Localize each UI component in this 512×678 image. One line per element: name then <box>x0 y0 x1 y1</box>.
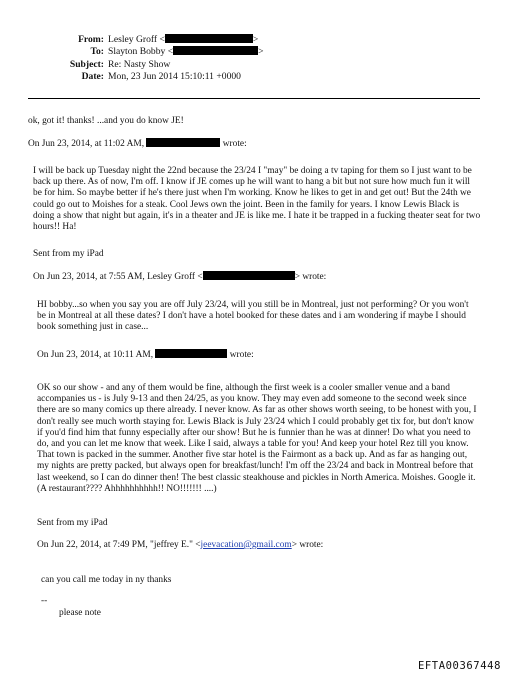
date-value: Mon, 23 Jun 2014 15:10:11 +0000 <box>108 70 241 82</box>
quote-3-header <box>37 349 479 361</box>
subject-label: Subject: <box>69 58 104 70</box>
header-from-row <box>0 34 512 46</box>
to-name: Slayton Bobby < <box>108 46 174 58</box>
quote-4-text: can you call me today in ny thanks <box>41 575 172 585</box>
quote-3-header-post: wrote: <box>229 350 254 360</box>
header-subject-row <box>0 59 512 71</box>
quote-4-header <box>37 540 479 551</box>
to-close: > <box>258 46 264 58</box>
quote-1-text: I will be back up Tuesday night the 22nd because the 23/24 I "may" be doing a tv taping for them so I just want to be back up there. As of now, I'm off. I know if JE comes up he will want to hang a bit but not sure how much fun it will be for him. So maybe better if he's there just when I'm working. Know he likes to get in and get out! But the 24th we could go out to Moishes for a steak. Cool Jews own the joint. Been in the family for years. I know Lewis Black is doing a show that night but again, it's in a theater and JE is like me. I hate it be trapped in a fucking theater seat for two hours!! Ha! <box>33 166 481 233</box>
redaction-box <box>173 46 258 55</box>
email-header <box>0 34 512 83</box>
redaction-box <box>146 138 220 147</box>
quote-1-header-pre: On Jun 23, 2014, at 11:02 AM, <box>28 139 145 149</box>
please-note: please note <box>59 608 101 618</box>
subject-value: Re: Nasty Show <box>108 58 171 70</box>
to-value <box>108 46 264 57</box>
signature-dash: -- <box>41 596 48 606</box>
quote-4-header-pre: On Jun 22, 2014, at 7:49 PM, "jeffrey E." < <box>37 540 201 550</box>
from-label: From: <box>78 34 104 45</box>
quote-2-header <box>33 271 481 283</box>
from-name: Lesley Groff < <box>108 34 165 45</box>
quote-1-header <box>28 138 490 150</box>
bates-number: EFTA00367448 <box>417 659 501 672</box>
redaction-box <box>203 271 295 280</box>
quote-4-header-post: > wrote: <box>291 540 324 550</box>
email-link[interactable]: jeevacation@gmail.com <box>200 540 292 550</box>
quote-2-header-post: > wrote: <box>294 272 327 282</box>
redaction-box <box>165 34 253 43</box>
sent-from-ipad-1: Sent from my iPad <box>33 249 104 259</box>
header-to-row <box>0 46 512 58</box>
header-divider <box>28 98 480 99</box>
date-label: Date: <box>81 70 104 82</box>
quote-1-header-post: wrote: <box>222 139 247 149</box>
redaction-box <box>155 349 227 358</box>
reply-text: ok, got it! thanks! ...and you do know JE! <box>28 116 184 126</box>
to-label: To: <box>90 46 104 58</box>
quote-2-header-pre: On Jun 23, 2014, at 7:55 AM, Lesley Groff < <box>33 272 203 282</box>
quote-3-header-pre: On Jun 23, 2014, at 10:11 AM, <box>37 350 154 360</box>
quote-2-text: HI bobby...so when you say you are off July 23/24, will you still be in Montreal, just not performing? Or you won't be in Montreal at all these dates? I don't have a hotel booked for these dates and i am wondering if maybe I should book something just in case... <box>37 300 469 333</box>
quote-3-text: OK so our show - and any of them would be fine, although the first week is a cooler smaller venue and a band accompanies us - is July 9-13 and then 24/25, as you know. They may even add someone to the second week since there are so many comics up there already. I never know. As far as other shows worth seeing, to be honest with you, I don't really see much worth staying for. Lewis Black is July 23/24 which I could probably get tix for, but don't know if you'd find him that funny especially after our show! But he is funnier than he was at dinner! Do what you need to do, and you can let me know that week. Like I said, always a table for you! And keep your hotel Rez till you know. That town is packed in the summer. Another five star hotel is the Fairmont as a back up. And as far as hanging out, my nights are pretty packed, but always open for breakfast/lunch! I'm off the 23/24 and back in Montreal before that last weekend, so I can do dinner then! The best classic steakhouse and pickles in North America. Moishes. Google it. (A restaurant???? Ahhhhhhhhhh!! NO!!!!!!! ....) <box>37 383 477 494</box>
from-value <box>108 34 258 45</box>
from-close: > <box>252 34 259 45</box>
header-date-row <box>0 71 512 83</box>
sent-from-ipad-2: Sent from my iPad <box>37 518 108 528</box>
